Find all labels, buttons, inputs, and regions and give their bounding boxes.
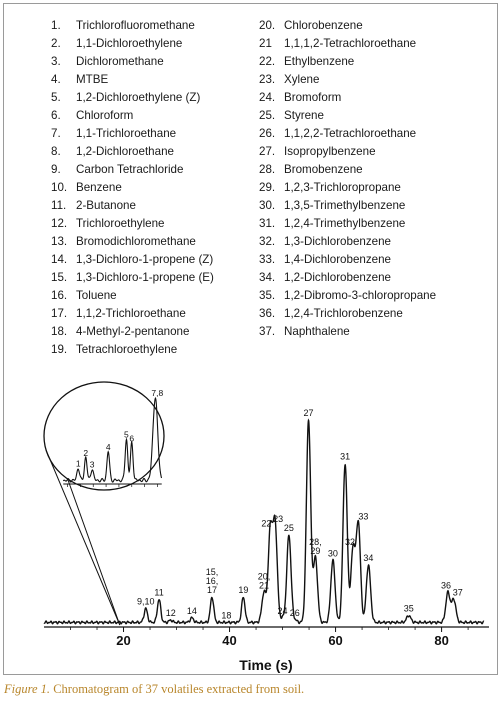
legend-compound-name: 1,2-Dibromo-3-chloropropane <box>284 289 437 302</box>
peak-label: 35 <box>403 603 414 614</box>
peak-label: 30 <box>327 548 338 559</box>
peak-label: 26 <box>289 608 300 619</box>
figure-frame <box>3 3 498 675</box>
x-tick-label: 40 <box>222 633 237 648</box>
legend-number: 3. <box>51 55 61 68</box>
legend-compound-name: 1,2-Dichlorobenzene <box>284 271 391 284</box>
inset-peak-label: 6 <box>129 433 135 444</box>
legend-compound-name: 1,1-Dichloroethylene <box>76 37 183 50</box>
x-tick-label: 60 <box>328 633 343 648</box>
x-tick-label: 80 <box>434 633 449 648</box>
legend-number: 32. <box>259 235 276 248</box>
legend-compound-name: Bromoform <box>284 91 342 104</box>
legend-number: 10. <box>51 181 68 194</box>
peak-label: 24 <box>277 605 288 616</box>
zoom-line <box>68 480 120 625</box>
legend-number: 17. <box>51 307 68 320</box>
peak-label: 27 <box>303 408 314 418</box>
legend-number: 27. <box>259 145 276 158</box>
legend-number: 15. <box>51 271 68 284</box>
peak-label: 18 <box>221 610 232 621</box>
legend-compound-name: Toluene <box>76 289 117 302</box>
legend-number: 18. <box>51 325 68 338</box>
caption-text: Chromatogram of 37 volatiles extracted from soil. <box>50 682 305 696</box>
inset-ellipse <box>44 382 164 490</box>
legend-compound-name: 1,3,5-Trimethylbenzene <box>284 199 406 212</box>
peak-label: 15, 16, 17 <box>205 567 219 596</box>
legend-compound-name: Styrene <box>284 109 324 122</box>
legend-compound-name: Trichloroethylene <box>76 217 165 230</box>
legend-number: 14. <box>51 253 68 266</box>
legend-number: 34. <box>259 271 276 284</box>
legend-number: 33. <box>259 253 276 266</box>
legend-number: 30. <box>259 199 276 212</box>
legend-number: 35. <box>259 289 276 302</box>
legend-compound-name: Xylene <box>284 73 320 86</box>
legend-number: 36. <box>259 307 276 320</box>
legend-compound-name: Isopropylbenzene <box>284 145 376 158</box>
legend-compound-name: 1,2-Dichloroethylene (Z) <box>76 91 201 104</box>
legend-number: 26. <box>259 127 276 140</box>
legend-number: 5. <box>51 91 61 104</box>
legend-compound-name: 1,4-Dichlorobenzene <box>284 253 391 266</box>
figure-label: Figure 1. <box>4 682 51 696</box>
peak-label: 34 <box>363 552 374 563</box>
x-tick-label: 20 <box>116 633 131 648</box>
legend-number: 31. <box>259 217 276 230</box>
peak-label: 23 <box>273 513 284 524</box>
peak-label: 14 <box>186 605 197 616</box>
peak-label: 11 <box>154 587 164 598</box>
legend-number: 29. <box>259 181 276 194</box>
legend-compound-name: 1,2,4-Trichlorobenzene <box>284 307 403 320</box>
legend-number: 8. <box>51 145 61 158</box>
inset-peak-label: 2 <box>83 447 89 458</box>
legend-compound-name: 1,1,1,2-Tetrachloroethane <box>284 37 417 50</box>
inset-peak-label: 7,8 <box>151 388 164 398</box>
legend-compound-name: Tetrachloroethylene <box>76 343 178 356</box>
peak-label: 37 <box>452 587 463 598</box>
peak-label: 25 <box>283 523 294 533</box>
inset-peak-label: 4 <box>105 441 111 452</box>
inset-peak-label: 5 <box>124 429 129 440</box>
legend-number: 11. <box>51 199 67 212</box>
legend-number: 28. <box>259 163 276 176</box>
peak-label: 36 <box>440 580 451 591</box>
peak-label: 19 <box>238 585 249 596</box>
legend-number: 13. <box>51 235 68 248</box>
legend-compound-name: Carbon Tetrachloride <box>76 163 184 176</box>
legend-number: 21 <box>259 37 272 50</box>
legend-compound-name: Dichloromethane <box>76 55 164 68</box>
peak-label: 31 <box>340 451 351 462</box>
legend-compound-name: 1,2,3-Trichloropropane <box>284 181 401 194</box>
legend-number: 20. <box>259 19 276 32</box>
legend-number: 1. <box>51 19 61 32</box>
legend-number: 9. <box>51 163 61 176</box>
legend-compound-name: Trichlorofluoromethane <box>76 19 195 32</box>
legend-compound-name: Chloroform <box>76 109 134 122</box>
legend-number: 23. <box>259 73 276 86</box>
legend-number: 19. <box>51 343 68 356</box>
peak-label: 9,10 <box>137 596 155 607</box>
legend-compound-name: 2-Butanone <box>76 199 136 212</box>
legend-compound-name: Chlorobenzene <box>284 19 363 32</box>
peak-label: 33 <box>358 511 369 522</box>
inset-peak-label: 3 <box>89 459 95 470</box>
legend-compound-name: Naphthalene <box>284 325 350 338</box>
legend-compound-name: 1,3-Dichloro-1-propene (Z) <box>76 253 214 266</box>
legend-number: 22. <box>259 55 276 68</box>
legend-compound-name: Benzene <box>76 181 122 194</box>
legend-compound-name: 1,2-Dichloroethane <box>76 145 174 158</box>
legend-number: 16. <box>51 289 68 302</box>
legend-number: 12. <box>51 217 68 230</box>
legend-compound-name: Bromodichloromethane <box>76 235 196 248</box>
legend-compound-name: 1,3-Dichloro-1-propene (E) <box>76 271 214 284</box>
legend-compound-name: 1,1,2,2-Tetrachloroethane <box>284 127 417 140</box>
legend-number: 37. <box>259 325 276 338</box>
legend-number: 2. <box>51 37 61 50</box>
legend-compound-name: 1,3-Dichlorobenzene <box>284 235 391 248</box>
legend-number: 7. <box>51 127 61 140</box>
peak-label: 32 <box>345 536 356 547</box>
legend-compound-name: 1,1,2-Trichloroethane <box>76 307 186 320</box>
peak-label: 28, 29 <box>309 537 322 556</box>
x-axis-title: Time (s) <box>239 657 293 673</box>
legend-number: 24. <box>259 91 276 104</box>
legend-compound-name: 1,1-Trichloroethane <box>76 127 177 140</box>
figure-caption <box>4 682 304 697</box>
peak-label: 20, 21 <box>257 571 271 591</box>
legend-compound-name: MTBE <box>76 73 109 86</box>
legend-number: 25. <box>259 109 276 122</box>
legend-number: 4. <box>51 73 61 86</box>
legend-compound-name: Ethylbenzene <box>284 55 355 68</box>
legend-compound-name: 1,2,4-Trimethylbenzene <box>284 217 406 230</box>
peak-label: 12 <box>165 608 176 619</box>
legend-number: 6. <box>51 109 61 122</box>
chromatogram-chart <box>4 4 499 676</box>
inset-peak-label: 1 <box>75 458 81 469</box>
peak-label: 22 <box>261 518 272 529</box>
legend-compound-name: 4-Methyl-2-pentanone <box>76 325 190 338</box>
legend-compound-name: Bromobenzene <box>284 163 363 176</box>
